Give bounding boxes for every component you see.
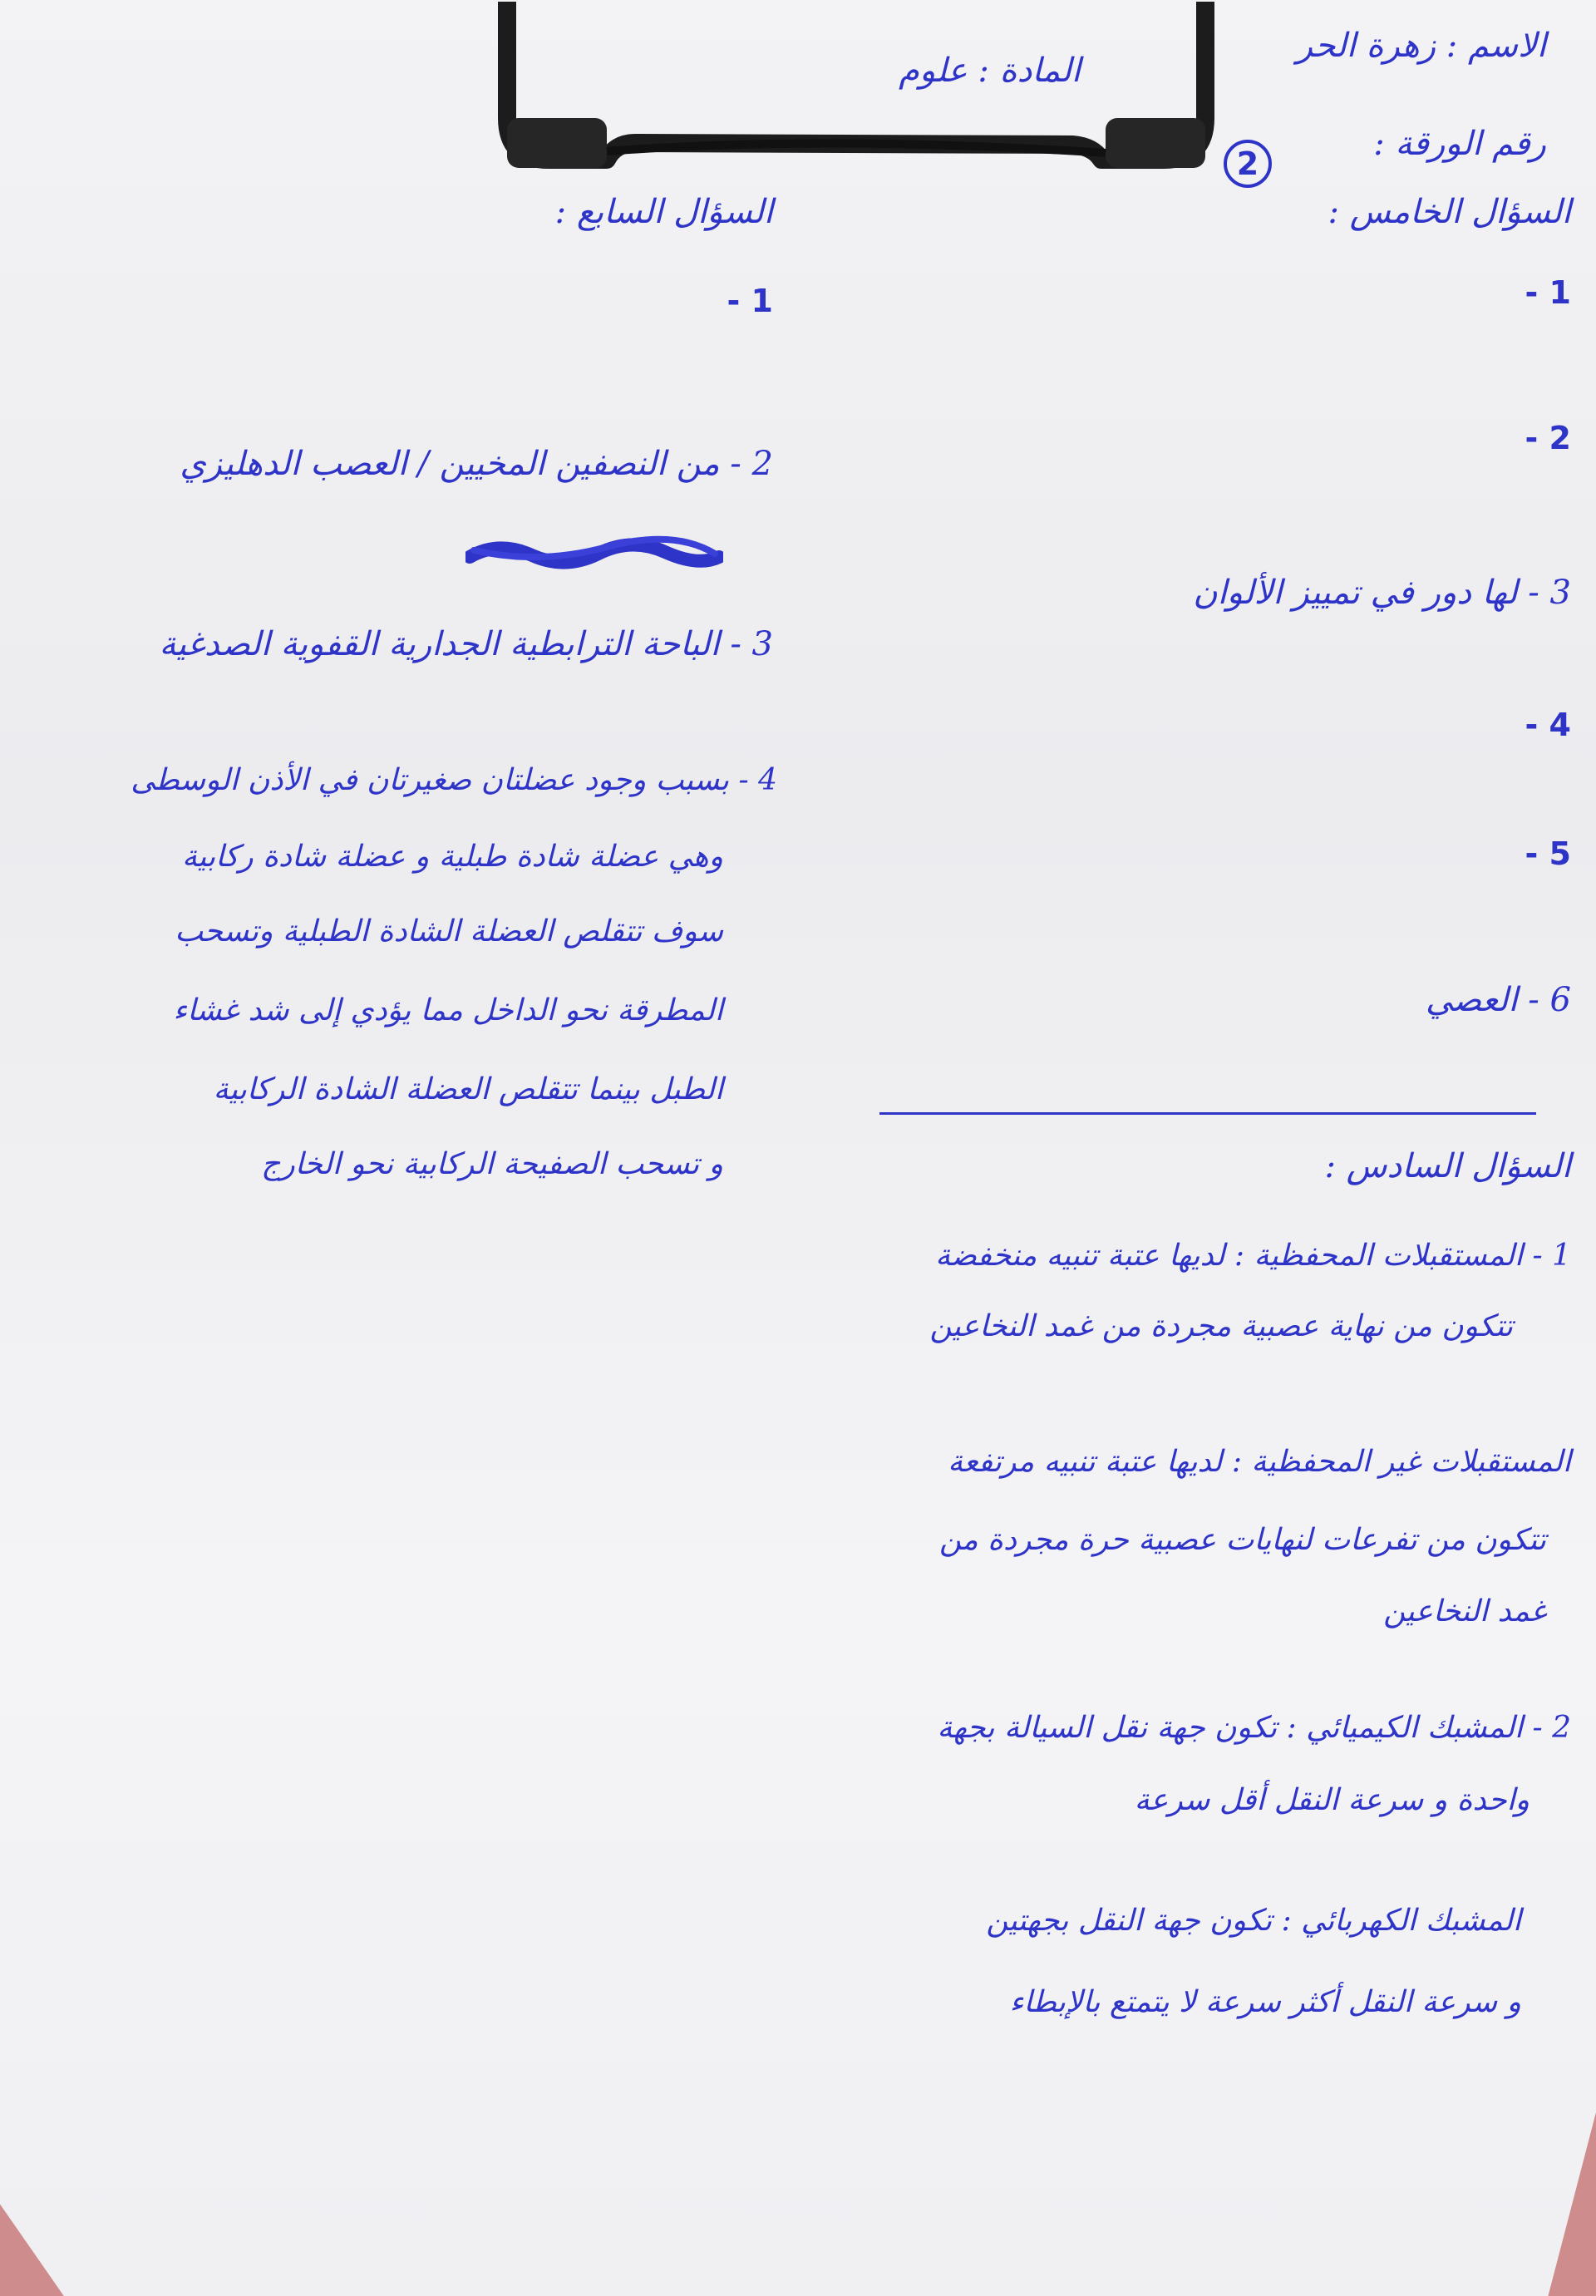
q7-answer-4-line-1: 4 - بسبب وجود عضلتان صغيرتان في الأذن الوسطى [131,763,777,797]
q7-answer-2: 2 - من النصفين المخيين / العصب الدهليزي [180,445,773,483]
section-divider [879,1112,1536,1115]
q6-line-8: المشبك الكهربائي : تكون جهة النقل بجهتين [986,1904,1521,1938]
clipboard-clip [490,0,1222,185]
crossed-out-scribble [466,532,723,574]
q7-answer-4-line-2: وهي عضلة شادة طبلية و عضلة شادة ركابية [181,840,723,874]
q5-answer-3: 3 - لها دور في تمييز الألوان [1193,574,1571,612]
q7-title: السؤال السابع : [554,193,773,231]
sheet-number-label: رقم الورقة : [1373,125,1546,163]
q6-line-9: و سرعة النقل أكثر سرعة لا يتمتع بالإبطاء [1009,1985,1521,2019]
q5-answer-4: 4 - [1525,707,1571,743]
q7-answer-4-line-4: المطرقة نحو الداخل مما يؤدي إلى شد غشاء [173,993,723,1027]
q6-line-3: المستقبلات غير المحفظية : لديها عتبة تنبيه مرتفعة [948,1445,1571,1479]
q6-line-6: 2 - المشبك الكيميائي : تكون جهة نقل السيالة بجهة [937,1711,1571,1745]
q6-line-5: غمد النخاعين [1383,1594,1546,1628]
q5-answer-2: 2 - [1525,420,1571,456]
q7-answer-4-line-6: و تسحب الصفيحة الركابية نحو الخارج [261,1147,723,1181]
q6-line-2: تتكون من نهاية عصبية مجردة من غمد النخاعين [929,1309,1513,1343]
student-name: الاسم : زهرة الحر [1296,27,1546,65]
q6-line-4: تتكون من تفرعات لنهايات عصبية حرة مجردة من [939,1523,1546,1557]
q6-line-7: واحدة و سرعة النقل أقل سرعة [1134,1783,1530,1817]
q5-answer-1: 1 - [1525,274,1571,311]
q5-answer-5: 5 - [1525,835,1571,872]
q7-answer-3: 3 - الباحة الترابطية الجدارية القفوية الصدغية [159,625,773,663]
q6-line-1: 1 - المستقبلات المحفظية : لديها عتبة تنبيه منخفضة [935,1239,1571,1273]
q7-answer-1: 1 - [727,283,773,319]
q5-answer-6: 6 - العصي [1425,981,1571,1019]
q7-answer-4-line-3: سوف تتقلص العضلة الشادة الطبلية وتسحب [175,914,723,948]
q6-title: السؤال السادس : [1324,1147,1571,1185]
q7-answer-4-line-5: الطبل بينما تتقلص العضلة الشادة الركابية [213,1072,723,1106]
sheet-number: 2 [1224,140,1272,188]
q5-title: السؤال الخامس : [1328,193,1571,231]
subject-label: المادة : علوم [899,52,1081,90]
